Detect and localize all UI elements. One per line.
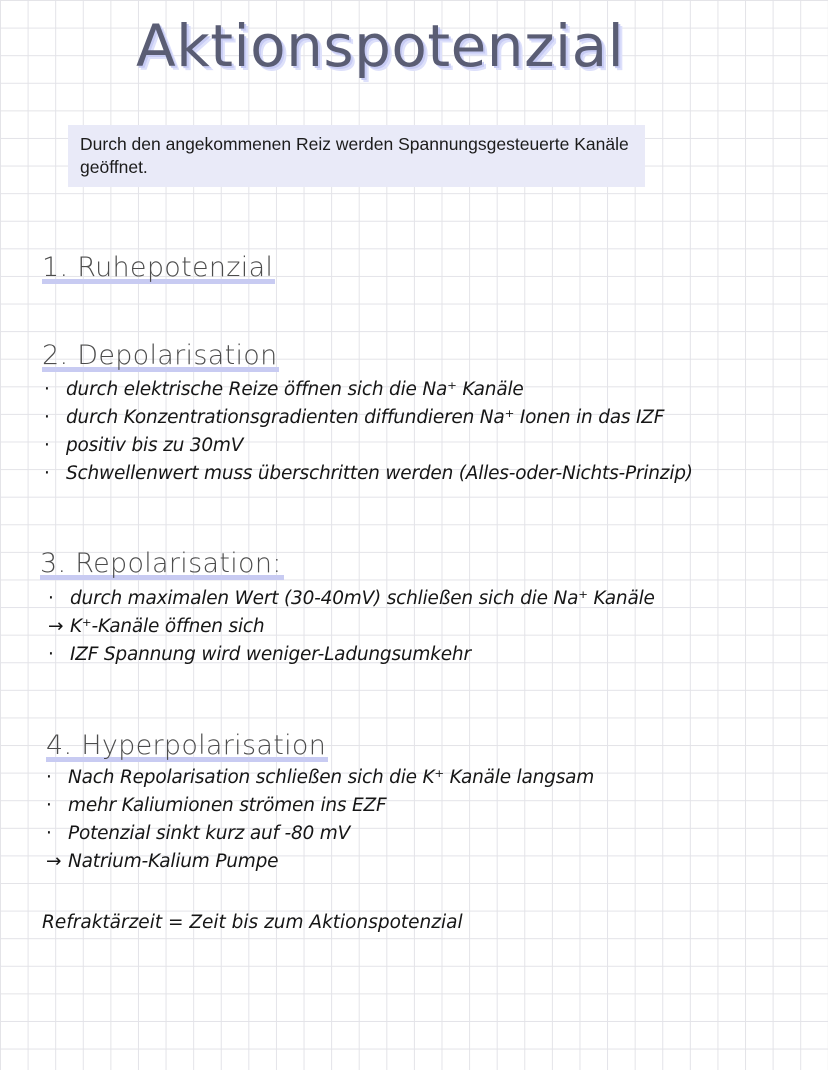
list-item-text: IZF Spannung wird weniger-Ladungsumkehr: [70, 644, 471, 665]
list-item-text: Nach Repolarisation schließen sich die K⁺ Kanäle langsam: [68, 767, 595, 788]
list-item-text: Schwellenwert muss überschritten werden (Alles-oder-Nichts-Prinzip): [66, 463, 693, 484]
list-item-text: Potenzial sinkt kurz auf -80 mV: [68, 823, 351, 844]
list-item: [44, 432, 693, 460]
list-item: [44, 376, 693, 404]
bullet-marker: ·: [46, 823, 52, 844]
hyperpolarisation-list: [46, 764, 594, 876]
section-heading-hyperpolarisation: [46, 730, 328, 762]
list-item-text: durch maximalen Wert (30-40mV) schließen sich die Na⁺ Kanäle: [70, 588, 655, 609]
list-item: [46, 820, 594, 848]
list-item: [48, 585, 655, 613]
list-item-text: durch Konzentrationsgradienten diffundieren Na⁺ Ionen in das IZF: [66, 407, 665, 428]
intro-text: Durch den angekommenen Reiz werden Spannungsgesteuerte Kanäle geöffnet.: [80, 134, 629, 177]
list-item: [48, 641, 655, 669]
depolarisation-list: [44, 376, 693, 488]
section-heading-depolarisation: [42, 340, 279, 372]
repolarisation-list: [48, 585, 655, 669]
list-item: [46, 764, 594, 792]
list-item-text: durch elektrische Reize öffnen sich die Na⁺ Kanäle: [66, 379, 524, 400]
bullet-marker: ·: [44, 463, 50, 484]
list-item: [46, 848, 594, 876]
bullet-marker: ·: [46, 767, 52, 788]
bullet-marker: ·: [48, 588, 54, 609]
list-item-text: K⁺-Kanäle öffnen sich: [70, 616, 265, 637]
bullet-marker: ·: [48, 644, 54, 665]
bullet-marker: ·: [44, 379, 50, 400]
section-heading-repolarisation: [40, 548, 284, 580]
list-item-text: positiv bis zu 30mV: [66, 435, 244, 456]
list-item-text: Natrium-Kalium Pumpe: [68, 851, 279, 872]
bullet-marker: ·: [46, 795, 52, 816]
bullet-marker: ·: [44, 435, 50, 456]
intro-box: [68, 125, 645, 187]
arrow-icon: →: [48, 616, 64, 637]
list-item: [48, 613, 655, 641]
list-item: [44, 404, 693, 432]
section-heading-text: 3. Repolarisation:: [40, 548, 282, 579]
section-heading-text: 4. Hyperpolarisation: [46, 730, 327, 761]
refractory-note: Refraktärzeit = Zeit bis zum Aktionspotenzial: [42, 912, 463, 933]
bullet-marker: ·: [44, 407, 50, 428]
page-title: Aktionspotenzial: [136, 12, 625, 80]
list-item: [44, 460, 693, 488]
section-heading-text: 1. Ruhepotenzial: [42, 252, 274, 283]
list-item-text: mehr Kaliumionen strömen ins EZF: [68, 795, 387, 816]
list-item: [46, 792, 594, 820]
section-heading-text: 2. Depolarisation: [42, 340, 278, 371]
section-heading-ruhepotenzial: [42, 252, 275, 284]
arrow-icon: →: [46, 851, 62, 872]
